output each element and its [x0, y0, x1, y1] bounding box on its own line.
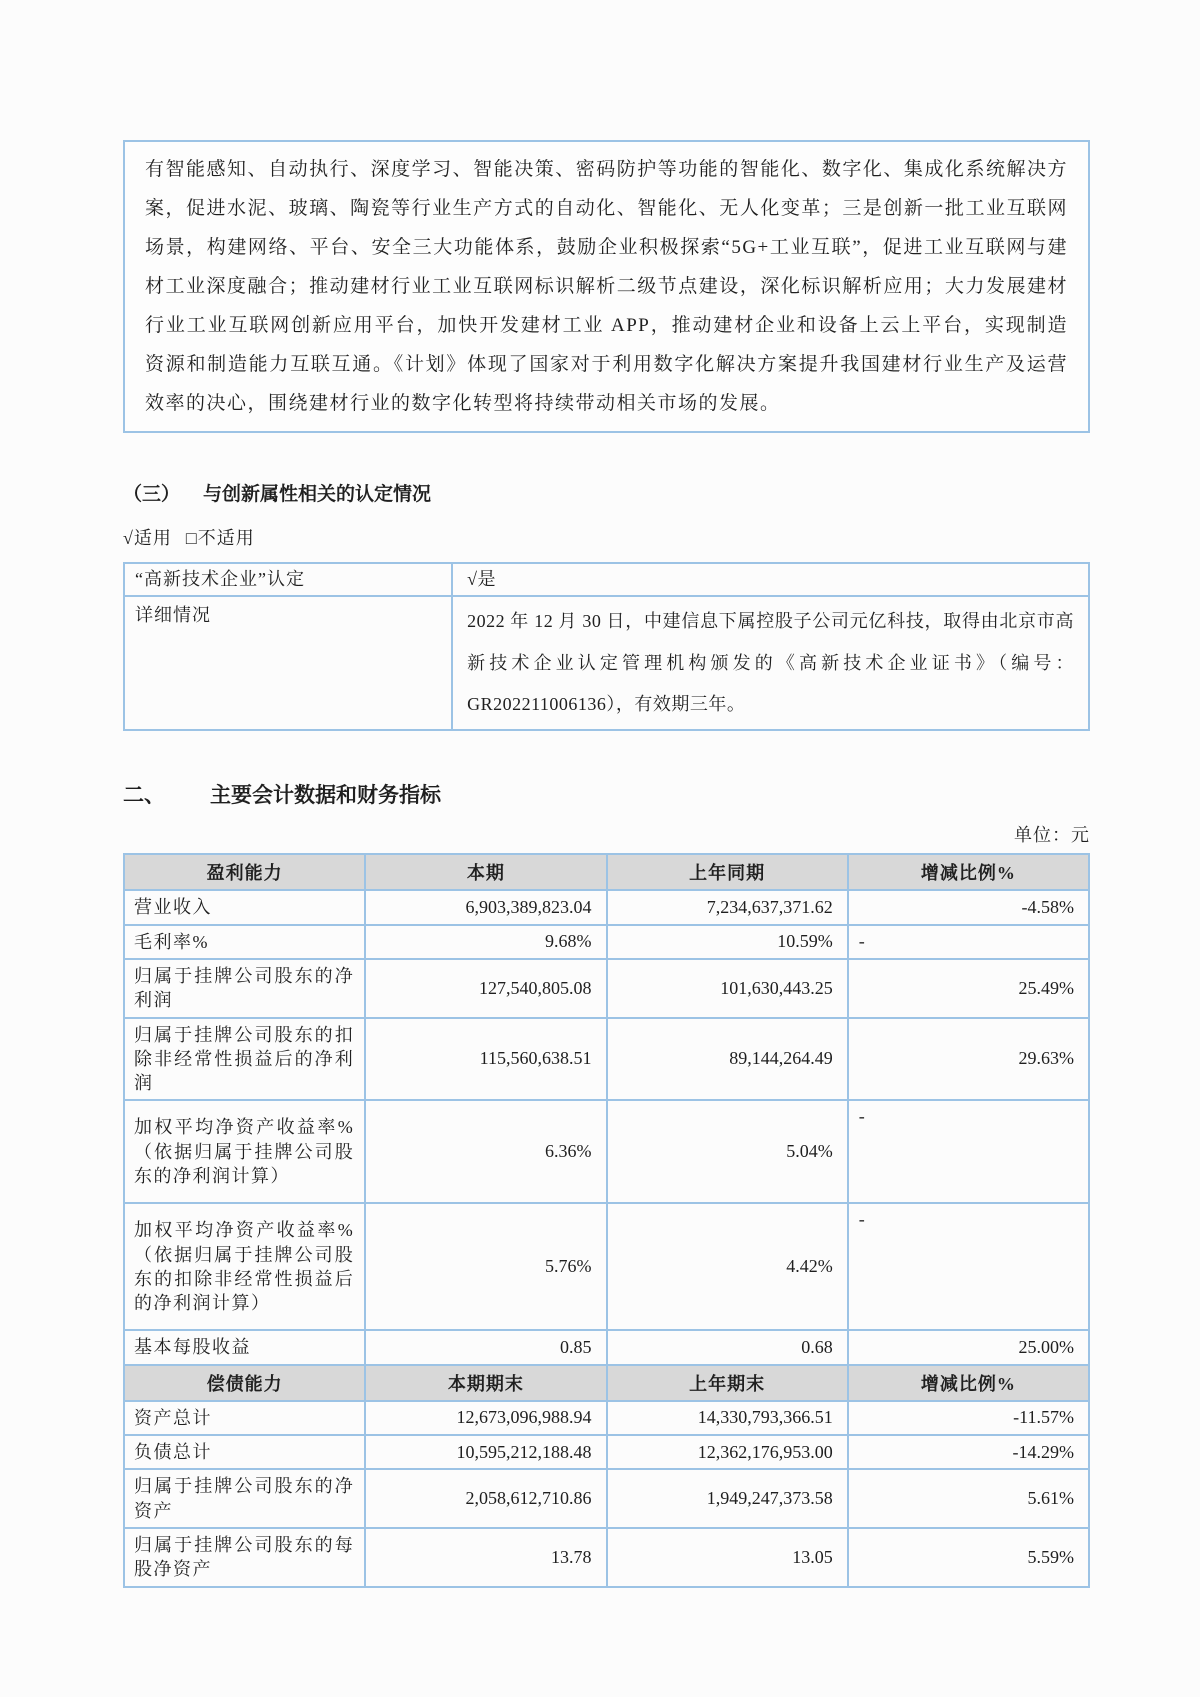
table-row [124, 563, 1089, 596]
current-value-cell: 115,560,638.51 [365, 1018, 606, 1101]
cert-value-cell: √是 [452, 563, 1089, 596]
indicator-cell: 归属于挂牌公司股东的扣除非经常性损益后的净利润 [124, 1018, 365, 1101]
table-row [124, 1528, 1089, 1587]
change-value-cell: -11.57% [848, 1401, 1089, 1435]
table-row [124, 1401, 1089, 1435]
change-value-cell: 25.00% [848, 1330, 1089, 1364]
section-heading-innovation [123, 479, 1090, 506]
applicable-checkbox-checked: √适用 [123, 528, 172, 548]
current-value-cell: 6.36% [365, 1100, 606, 1203]
current-value-cell: 127,540,805.08 [365, 959, 606, 1018]
current-value-cell: 6,903,389,823.04 [365, 890, 606, 924]
current-value-cell: 2,058,612,710.86 [365, 1469, 606, 1528]
indicator-cell: 营业收入 [124, 890, 365, 924]
current-value-cell: 13.78 [365, 1528, 606, 1587]
table-row [124, 596, 1089, 730]
prior-value-cell: 101,630,443.25 [607, 959, 848, 1018]
change-value-cell: -4.58% [848, 890, 1089, 924]
section-heading-financial [123, 779, 1090, 809]
page-content [123, 0, 1090, 1588]
indicator-cell: 负债总计 [124, 1435, 365, 1469]
change-value-cell: - [848, 1203, 1089, 1330]
prior-value-cell: 89,144,264.49 [607, 1018, 848, 1101]
unit-label: 单位：元 [1014, 825, 1090, 846]
prior-value-cell: 1,949,247,373.58 [607, 1469, 848, 1528]
indicator-cell: 归属于挂牌公司股东的每股净资产 [124, 1528, 365, 1587]
indicator-cell: 加权平均净资产收益率%（依据归属于挂牌公司股东的扣除非经常性损益后的净利润计算） [124, 1203, 365, 1330]
table-row [124, 890, 1089, 924]
hightech-certification-table [123, 562, 1090, 731]
indicator-cell: 资产总计 [124, 1401, 365, 1435]
header-cell: 上年期末 [607, 1365, 848, 1401]
prior-value-cell: 14,330,793,366.51 [607, 1401, 848, 1435]
table-row [124, 1100, 1089, 1203]
intro-paragraph: 有智能感知、自动执行、深度学习、智能决策、密码防护等功能的智能化、数字化、集成化系统解决方案，促进水泥、玻璃、陶瓷等行业生产方式的自动化、智能化、无人化变革；三是创新一批工业互联网场景，构建网络、平台、安全三大功能体系，鼓励企业积极探索“5G+工业互联”，促进工业互联网与建材工业深度融合；推动建材行业工业互联网标识解析二级节点建设，深化标识解析应用；大力发展建材行业工业互联网创新应用平台，加快开发建材工业 APP，推动建材企业和设备上云上平台，实现制造资源和制造能力互联互通。《计划》体现了国家对于利用数字化解决方案提升我国建材行业生产及运营效率的决心，围绕建材行业的数字化转型将持续带动相关市场的发展。 [145, 159, 1068, 414]
section-number: 二、 [123, 783, 165, 808]
prior-value-cell: 4.42% [607, 1203, 848, 1330]
current-value-cell: 12,673,096,988.94 [365, 1401, 606, 1435]
applicability-line [123, 524, 1090, 550]
table-row [124, 1469, 1089, 1528]
table-row [124, 1018, 1089, 1101]
header-cell: 盈利能力 [124, 854, 365, 890]
cert-value-cell: 2022 年 12 月 30 日，中建信息下属控股子公司元亿科技，取得由北京市高新技术企业认定管理机构颁发的《高新技术企业证书》（编号：GR202211006136），有效期三年。 [452, 596, 1089, 730]
change-value-cell: 29.63% [848, 1018, 1089, 1101]
change-value-cell: 5.59% [848, 1528, 1089, 1587]
change-value-cell: - [848, 1100, 1089, 1203]
indicator-cell: 基本每股收益 [124, 1330, 365, 1364]
indicator-cell: 毛利率% [124, 925, 365, 959]
table-row [124, 1435, 1089, 1469]
current-value-cell: 10,595,212,188.48 [365, 1435, 606, 1469]
current-value-cell: 9.68% [365, 925, 606, 959]
prior-value-cell: 10.59% [607, 925, 848, 959]
prior-value-cell: 13.05 [607, 1528, 848, 1587]
profitability-header-row [124, 854, 1089, 890]
financial-indicators-table [123, 853, 1090, 1587]
section-number: （三） [123, 484, 181, 505]
header-cell: 本期期末 [365, 1365, 606, 1401]
table-row [124, 1330, 1089, 1364]
header-cell: 上年同期 [607, 854, 848, 890]
change-value-cell: - [848, 925, 1089, 959]
cert-label-cell: 详细情况 [124, 596, 452, 730]
header-cell: 本期 [365, 854, 606, 890]
intro-paragraph-box [123, 140, 1090, 433]
prior-value-cell: 7,234,637,371.62 [607, 890, 848, 924]
section-title: 主要会计数据和财务指标 [210, 783, 441, 808]
indicator-cell: 加权平均净资产收益率%（依据归属于挂牌公司股东的净利润计算） [124, 1100, 365, 1203]
table-row [124, 925, 1089, 959]
change-value-cell: -14.29% [848, 1435, 1089, 1469]
prior-value-cell: 0.68 [607, 1330, 848, 1364]
change-value-cell: 25.49% [848, 959, 1089, 1018]
indicator-cell: 归属于挂牌公司股东的净资产 [124, 1469, 365, 1528]
table-row [124, 959, 1089, 1018]
cert-label-cell: “高新技术企业”认定 [124, 563, 452, 596]
current-value-cell: 0.85 [365, 1330, 606, 1364]
change-value-cell: 5.61% [848, 1469, 1089, 1528]
table-row [124, 1203, 1089, 1330]
prior-value-cell: 5.04% [607, 1100, 848, 1203]
section-title: 与创新属性相关的认定情况 [203, 484, 432, 505]
prior-value-cell: 12,362,176,953.00 [607, 1435, 848, 1469]
not-applicable-checkbox-unchecked: □不适用 [185, 528, 255, 548]
solvency-header-row [124, 1365, 1089, 1401]
header-cell: 增减比例% [848, 1365, 1089, 1401]
header-cell: 增减比例% [848, 854, 1089, 890]
header-cell: 偿债能力 [124, 1365, 365, 1401]
indicator-cell: 归属于挂牌公司股东的净利润 [124, 959, 365, 1018]
current-value-cell: 5.76% [365, 1203, 606, 1330]
